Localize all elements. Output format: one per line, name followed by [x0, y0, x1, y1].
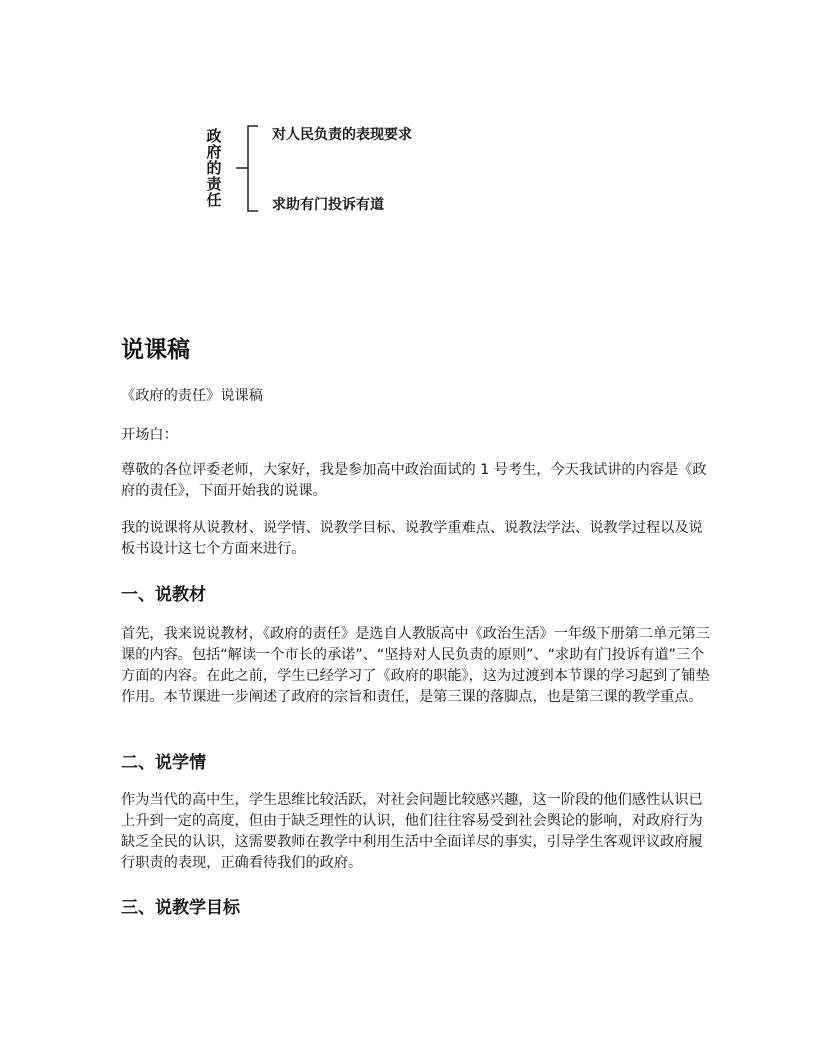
doc-subtitle: 《政府的责任》说课稿: [121, 388, 263, 404]
brace-icon: [230, 118, 270, 218]
doc-title: 说课稿: [121, 337, 190, 363]
diagram-branch-2: 求助有门投诉有道: [272, 197, 384, 213]
section-heading-students: 二、说学情: [121, 753, 206, 773]
section-text-students: 作为当代的高中生，学生思维比较活跃，对社会问题比较感兴趣，这一阶段的他们感性认识已上升到一定的高度，但由于缺乏理性的认识，他们往往容易受到社会舆论的影响，对政府行为缺乏全民的认识，这需要教师在教学中利用生活中全面详尽的事实，引导学生客观评议政府履行职责的表现，正确看待我们的政府。: [121, 792, 703, 871]
board-diagram: [200, 118, 460, 223]
outline-paragraph: 我的说课将从说教材、说学情、说教学目标、说教学重难点、说教法学法、说教学过程以及说板书设计这七个方面来进行。: [121, 520, 703, 557]
section-text-textbook: 首先，我来说说教材，《政府的责任》是选自人教版高中《政治生活》一年级下册第二单元第三课的内容。包括“解读一个市长的承诺”、“坚持对人民负责的原则”、“求助有门投诉有道”三个方面的内容。在此之前，学生已经学习了《政府的职能》，这为过渡到本节课的学习起到了铺垫作用。本节课进一步阐述了政府的宗旨和责任，是第三课的落脚点，也是第三课的教学重点。: [121, 626, 710, 705]
diagram-title: 政府的责任: [206, 127, 222, 209]
section-heading-textbook: 一、说教材: [121, 585, 206, 605]
section-heading-objectives: 三、说教学目标: [121, 898, 240, 918]
diagram-branch-1: 对人民负责的表现要求: [272, 127, 412, 143]
opening-label: 开场白：: [121, 427, 178, 443]
opening-paragraph: 尊敬的各位评委老师，大家好，我是参加高中政治面试的 1 号考生，今天我试讲的内容是《政府的责任》，下面开始我的说课。: [121, 462, 707, 499]
